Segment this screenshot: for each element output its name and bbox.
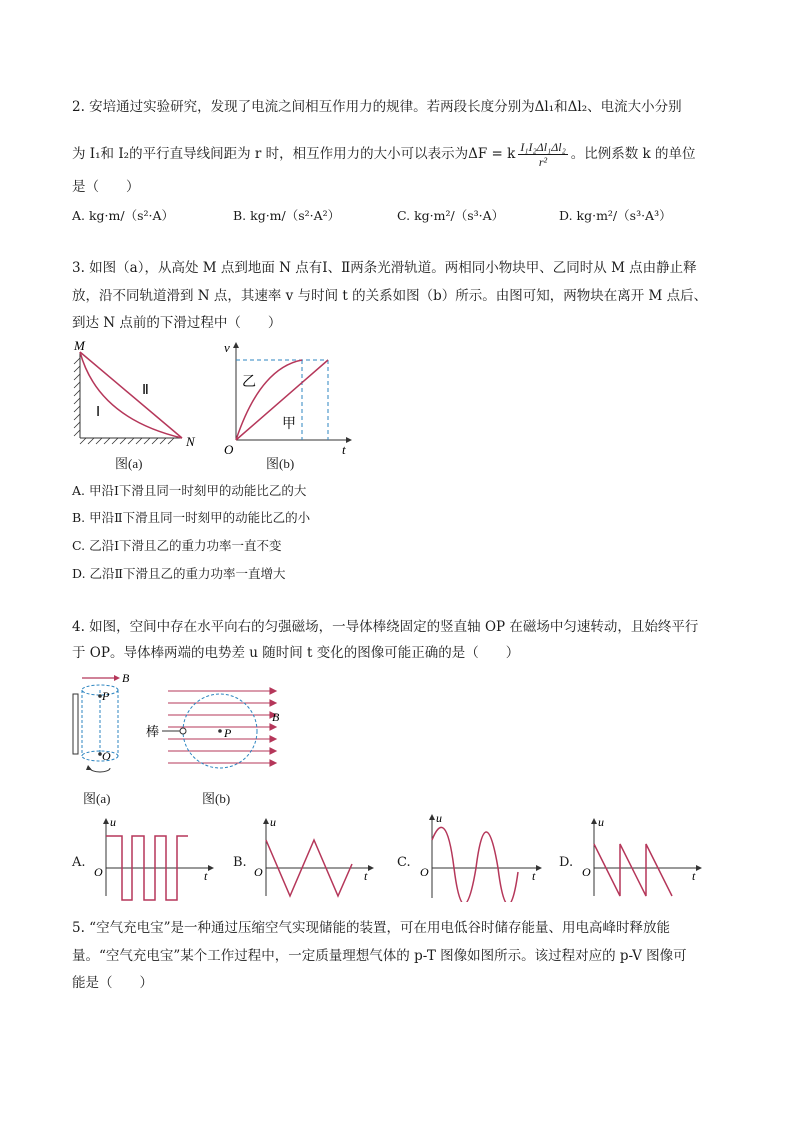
- q3-caption-b: 图(b): [266, 456, 295, 471]
- q3-line-3: 到达 N 点前的下滑过程中（ ）: [72, 315, 282, 331]
- q2-option-c[interactable]: C. kg·m²/（s³·A）: [397, 208, 505, 223]
- q3-line-1: 3. 如图（a），从高处 M 点到地面 N 点有Ⅰ、Ⅱ两条光滑轨道。两相同小物块甲、乙同时从 M 点由静止释: [72, 260, 697, 276]
- label-o: O: [224, 442, 234, 457]
- graph-b-u: u: [270, 816, 276, 829]
- label-jia: 甲: [282, 417, 296, 432]
- q4-line-2: 于 OP。导体棒两端的电势差 u 随时间 t 变化的图像可能正确的是（ ）: [72, 645, 520, 661]
- graph-b-t: t: [364, 869, 368, 883]
- graph-a-u: u: [110, 816, 116, 829]
- graph-d-t: t: [692, 869, 696, 883]
- q5-line-2: 量。“空气充电宝”某个工作过程中，一定质量理想气体的 p-T 图像如图所示。该过程对应的 p-V 图像可: [72, 948, 687, 964]
- q2-formula-denominator: r²: [538, 155, 548, 169]
- q4-graph-b[interactable]: [252, 816, 382, 901]
- graph-a-o: O: [94, 865, 103, 879]
- q3-option-c[interactable]: C. 乙沿Ⅰ下滑且乙的重力功率一直不变: [72, 538, 282, 553]
- graph-b-o: O: [254, 865, 263, 879]
- label-m: M: [74, 338, 85, 353]
- label-track-i: Ⅰ: [96, 405, 101, 420]
- q3-option-b[interactable]: B. 甲沿Ⅱ下滑且同一时刻甲的动能比乙的小: [72, 510, 311, 525]
- q2-option-a[interactable]: A. kg·m/（s²·A）: [72, 208, 175, 223]
- track-ii-straight: [80, 352, 182, 438]
- graph-a-t: t: [204, 869, 208, 883]
- label-track-ii: Ⅱ: [142, 383, 149, 398]
- label-t: t: [342, 442, 346, 457]
- graph-d-o: O: [582, 865, 591, 879]
- graph-d-u: u: [598, 816, 604, 829]
- q3-line-2: 放，沿不同轨道滑到 N 点，其速率 v 与时间 t 的关系如图（b）所示。由图可知，两物块在离开 M 点后、: [72, 288, 708, 304]
- q3-caption-a: 图(a): [115, 456, 143, 471]
- label-p-b: P: [224, 726, 232, 740]
- q4-graph-a-letter[interactable]: A.: [72, 855, 86, 870]
- q4-graph-c[interactable]: [418, 812, 548, 902]
- q3-option-a[interactable]: A. 甲沿Ⅰ下滑且同一时刻甲的动能比乙的大: [72, 483, 307, 498]
- q2-formula-numerator: I₁I₂Δl₁Δl₂: [520, 140, 566, 154]
- q2-line-2-b: 。比例系数 k 的单位: [570, 146, 696, 162]
- q2-line-3: 是（ ）: [72, 179, 140, 195]
- label-b-a: B: [122, 671, 130, 685]
- graph-c-o: O: [420, 865, 429, 879]
- q4-caption-a: 图(a): [83, 791, 111, 806]
- q4-figure-a: [64, 668, 144, 783]
- q5-line-3: 能是（ ）: [72, 975, 153, 991]
- graph-c-t: t: [532, 869, 536, 883]
- label-n: N: [186, 434, 195, 448]
- label-rod: 棒: [146, 724, 160, 739]
- label-v: v: [224, 340, 230, 355]
- q4-graph-d-letter[interactable]: D.: [559, 855, 574, 870]
- label-yi: 乙: [242, 375, 256, 390]
- q4-graph-b-letter[interactable]: B.: [233, 855, 247, 870]
- q5-line-1: 5. “空气充电宝”是一种通过压缩空气实现储能的装置，可在用电低谷时储存能量、用电高峰时释放能: [72, 920, 670, 936]
- label-p-a: P: [102, 689, 110, 703]
- label-b-b: B: [272, 710, 280, 724]
- q4-caption-b: 图(b): [202, 791, 231, 806]
- q2-line-2-a: 为 I₁和 I₂的平行直导线间距为 r 时，相互作用力的大小可以表示为ΔF = k: [72, 146, 516, 162]
- q4-figure-b: [140, 683, 290, 783]
- q4-graph-d[interactable]: [580, 816, 710, 901]
- q3-figure-a: [68, 338, 208, 448]
- q3-option-d[interactable]: D. 乙沿Ⅱ下滑且乙的重力功率一直增大: [72, 566, 286, 581]
- q4-graph-a[interactable]: [92, 816, 222, 901]
- graph-c-u: u: [436, 812, 442, 825]
- q4-line-1: 4. 如图，空间中存在水平向右的匀强磁场，一导体棒绕固定的竖直轴 OP 在磁场中匀速转动，且始终平行: [72, 619, 699, 635]
- q3-figure-b: [220, 338, 360, 458]
- q2-option-b[interactable]: B. kg·m/（s²·A²）: [233, 208, 341, 223]
- q2-line-1: 2. 安培通过实验研究，发现了电流之间相互作用力的规律。若两段长度分别为Δl₁和Δl₂、电流大小分别: [72, 99, 682, 115]
- label-o-a: O: [102, 749, 111, 763]
- q2-option-d[interactable]: D. kg·m²/（s³·A³）: [559, 208, 672, 223]
- q2-line-2: [72, 140, 696, 169]
- q2-formula: [518, 140, 567, 169]
- q4-graph-c-letter[interactable]: C.: [397, 855, 411, 870]
